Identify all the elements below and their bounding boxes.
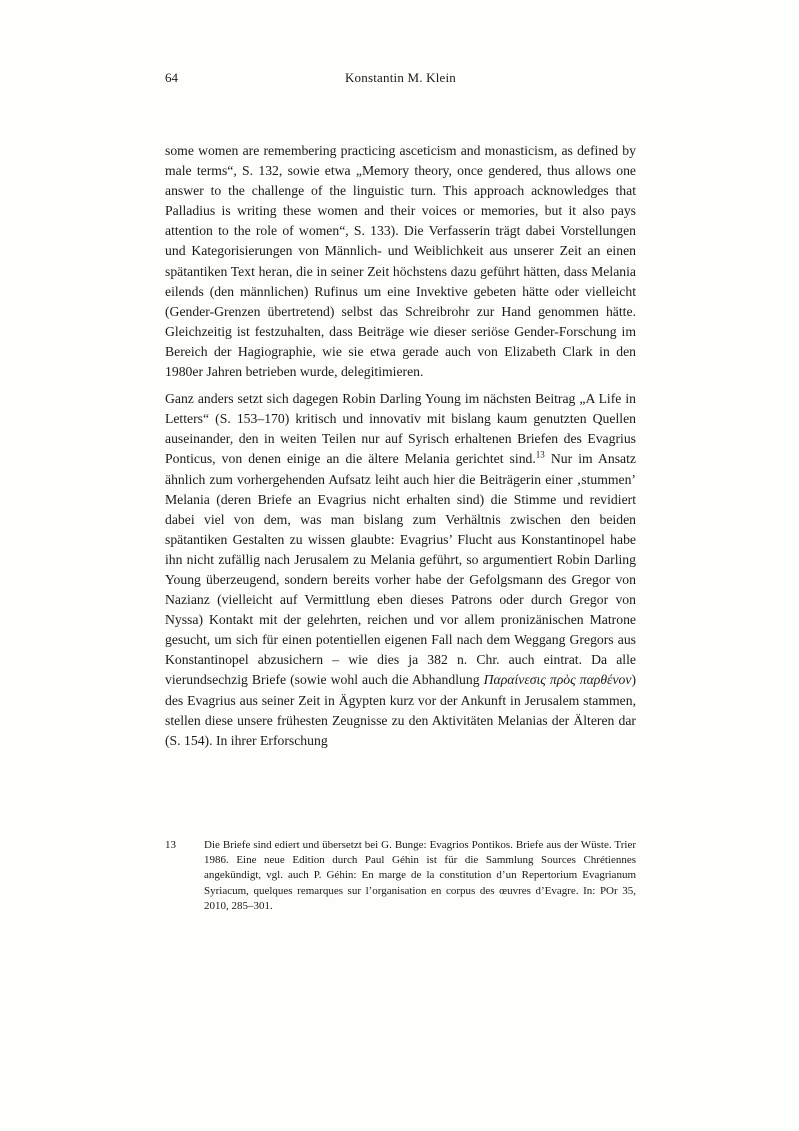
footnote-reference-13: 13 <box>535 449 545 460</box>
greek-phrase: Παραίνεσις πρὸς παρθένον <box>483 672 632 688</box>
page-number: 64 <box>165 70 178 85</box>
footnote-13 <box>165 838 636 914</box>
paragraph-2-segment-3: ) des Evagrius aus seiner Zeit in Ägypten kurz vor der Ankunft in Jerusalem stammen, stellen diese unsere frühesten Zeugnisse zu den Aktivitäten Melanias der Älteren dar (S. 154). In ihrer Erforschung <box>165 672 636 748</box>
footnote-number: 13 <box>165 839 176 851</box>
footnotes-section <box>165 838 636 914</box>
running-head-author: Konstantin M. Klein <box>344 70 457 85</box>
paragraph-1: some women are remembering practicing asceticism and monasticism, as defined by male terms“, S. 132, sowie etwa „Memory theory, once gendered, thus allows one answer to the challenge of the linguistic turn. This approach acknowledges that Palladius is writing these women and their voices or memories, but it also pays attention to the role of women“, S. 133). Die Verfasserin trägt dabei Vorstellungen und Kategorisierungen von Männlich- und Weiblichkeit aus unserer Zeit an einen spätantiken Text heran, die in seiner Zeit höchstens dazu geführt hätten, dass Melania eilends (den männlichen) Rufinus um eine Invektive gebeten hätte oder vielleicht (Gender-Grenzen übertretend) selbst das Schreibrohr zur Hand genommen hätte. Gleichzeitig ist festzuhalten, dass Beiträge wie dieser seriöse Gender-Forschung im Bereich der Hagiographie, wie sie etwa gerade auch von Elizabeth Clark in den 1980er Jahren betrieben wurde, delegitimieren. <box>165 143 636 380</box>
footnote-text: Die Briefe sind ediert und übersetzt bei G. Bunge: Evagrios Pontikos. Briefe aus der Wüste. Trier 1986. Eine neue Edition durch Paul Géhin ist für die Sammlung Sources Chrétiennes angekündigt, vgl. auch P. Géhin: En marge de la constitution d’un Repertorium Evagrianum Syriacum, quelques remarques sur l’organisation en corpus des œuvres d’Evagre. In: POr 35, 2010, 285–301. <box>204 839 636 912</box>
paragraph-2 <box>165 389 636 751</box>
running-header <box>165 70 636 86</box>
paragraph-2-segment-1: Ganz anders setzt sich dagegen Robin Darling Young im nächsten Beitrag „A Life in Letters“ (S. 153–170) kritisch und innovativ mit bislang kaum genutzten Quellen auseinander, den in weiten Teilen nur auf Syrisch erhaltenen Briefen des Evagrius Ponticus, von denen einige an die ältere Melania gerichtet sind. <box>165 391 636 467</box>
paragraph-2-segment-2: Nur im Ansatz ähnlich zum vorhergehenden Aufsatz leiht auch hier die Beiträgerin einer ‚stummen’ Melania (deren Briefe an Evagrius nicht erhalten sind) die Stimme und revidiert dabei viel von dem, was man bislang zum Verhältnis zwischen den beiden spätantiken Gestalten zu wissen glaubte: Evagrius’ Flucht aus Konstantinopel habe ihn nicht zufällig nach Jerusalem zu Melania geführt, so argumentiert Robin Darling Young überzeugend, sondern bereits vorher habe der Gefolgsmann des Gregor von Nazianz (vielleicht auf Vermittlung eben dieses Patrons oder durch Gregor von Nyssa) Kontakt mit der gelehrten, reichen und vor allem pronizänischen Matrone gesucht, um sich für einen potentiellen eigenen Fall nach dem Weggang Gregors aus Konstantinopel abzusichern – wie dies ja 382 n. Chr. auch eintrat. Da alle vierundsechzig Briefe (sowie wohl auch die Abhandlung <box>165 451 636 688</box>
main-text-block <box>165 141 636 751</box>
